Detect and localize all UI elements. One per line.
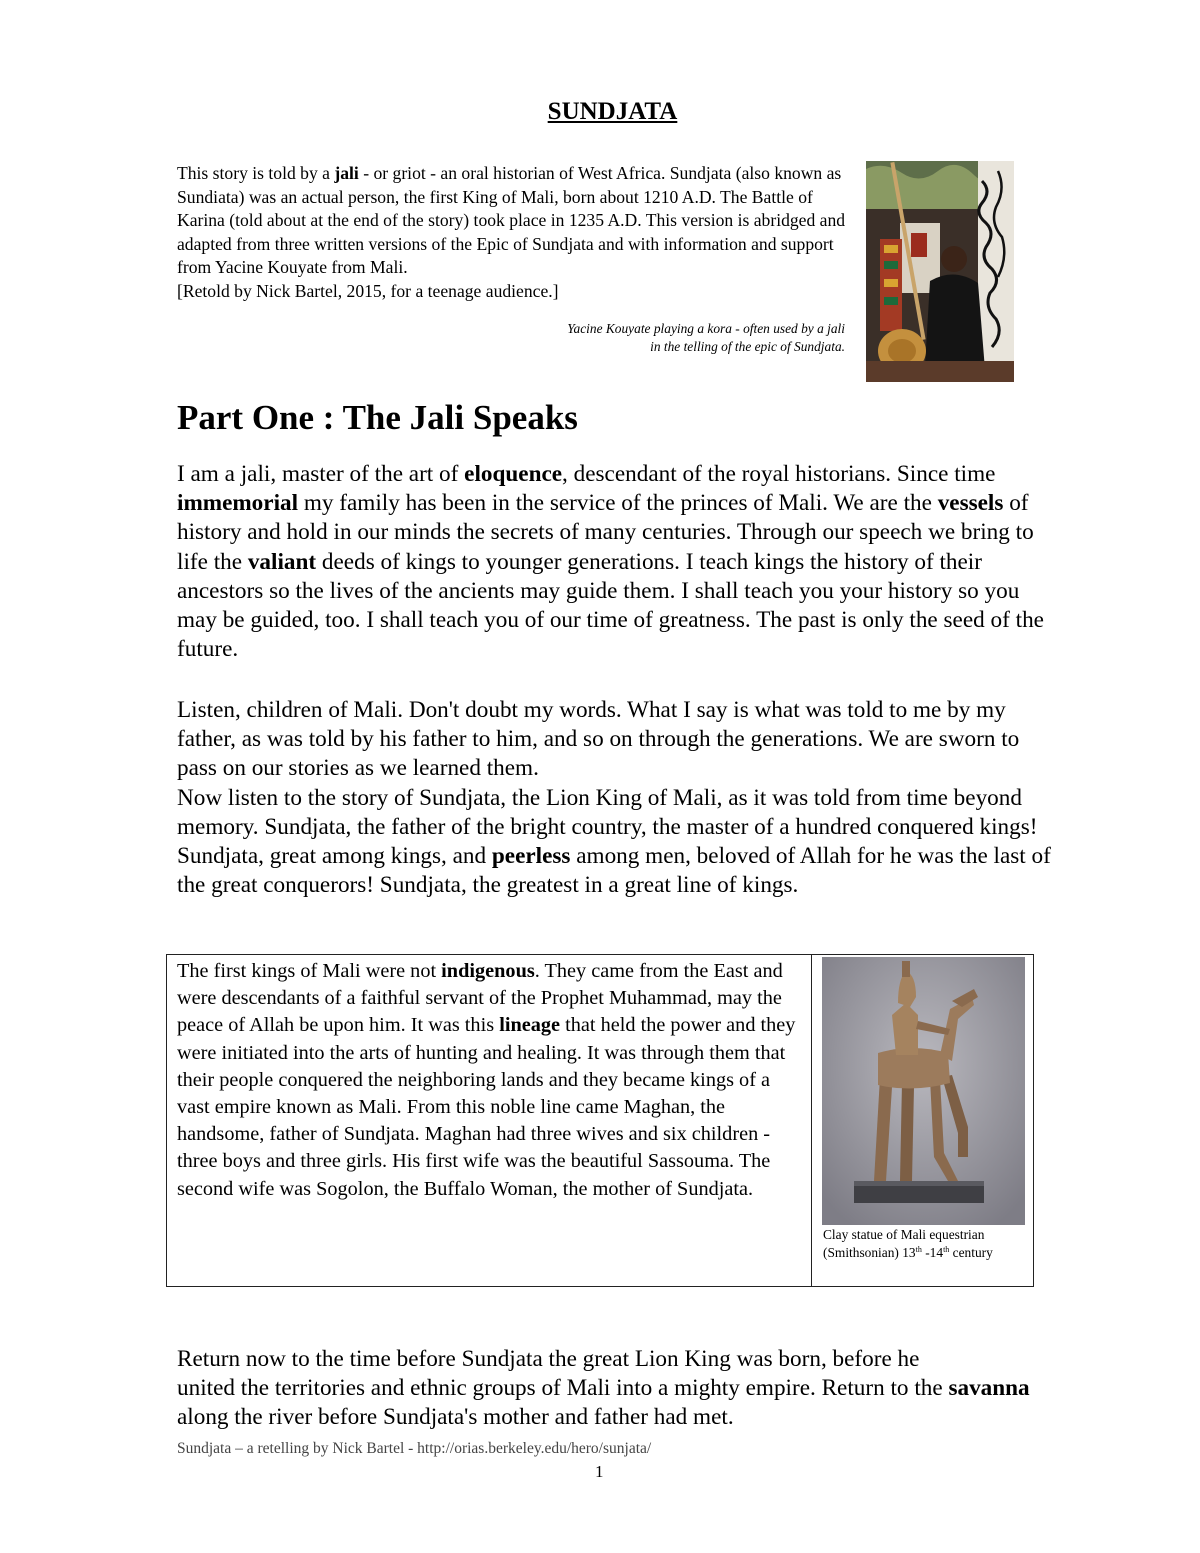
return-paragraph: Return now to the time before Sundjata the great Lion King was born, before he united the territories and ethnic groups of Mali into a mighty empire. Return to the savanna along the river before Sundjata's mother and father had met.: [177, 1346, 1030, 1431]
listen-paragraph: Listen, children of Mali. Don't doubt my words. What I say is what was told to me by my father, as was told by his father to him, and so on through the generations. We are sworn to pass on our stories as we learned them. Now listen to the story of Sundjata, the Lion King of Mali, as it was told from time beyond memory. Sundjata, the father of the bright country, the master of a hundred conquered kings! Sundjata, great among kings, and peerless among men, beloved of Allah for he was the last of the great conquerors! Sundjata, the greatest in a great line of kings.: [177, 697, 1051, 899]
photo-caption: Yacine Kouyate playing a kora - often used by a jali in the telling of the epic of Sundjata.: [567, 321, 845, 354]
first-kings-box: [166, 954, 1034, 1287]
term-indigenous: indigenous: [441, 960, 535, 982]
page-number: 1: [595, 1462, 604, 1481]
term-jali: jali: [334, 163, 359, 183]
intro-paragraph: This story is told by a jali - or griot - an oral historian of West Africa. Sundjata (also known as Sundiata) was an actual person, the first King of Mali, born about 1210 A.D. The Battle of Karina (told about at the end of the story) took place in 1235 A.D. This version is abridged and adapted from three written versions of the Epic of Sundjata and with information and support from Yacine Kouyate from Mali. [Retold by Nick Bartel, 2015, for a teenage audience.]: [177, 163, 846, 301]
equestrian-statue-photo: [822, 957, 1025, 1225]
jali-speaks-paragraph: I am a jali, master of the art of eloquence, descendant of the royal historians. Since time immemorial my family has been in the service of the princes of Mali. We are the vessels of history and hold in our minds the secrets of many centuries. Through our speech we bring to life the valiant deeds of kings to younger generations. I teach kings the history of their ancestors so the lives of the ancients may guide them. I shall teach you your history so you may be guided, too. I shall teach you of our time of greatness. The past is only the seed of the future.: [177, 461, 1044, 663]
term-eloquence: eloquence: [464, 461, 563, 487]
first-kings-text: The first kings of Mali were not indigenous. They came from the East and were descendants of a faithful servant of the Prophet Muhammad, may the peace of Allah be upon him. It was this lineage that held the power and they were initiated into the arts of hunting and healing. It was through them that their people conquered the neighboring lands and they became kings of a vast empire known as Mali. From this noble line came Maghan, the handsome, father of Sundjata. Maghan had three wives and six children - three boys and three girls. His first wife was the beautiful Sassouma. The second wife was Sogolon, the Buffalo Woman, the mother of Sundjata.: [177, 960, 796, 1200]
box-divider: [811, 955, 812, 1286]
document-title: SUNDJATA: [547, 98, 678, 125]
term-vessels: vessels: [937, 490, 1004, 517]
statue-caption: Clay statue of Mali equestrian (Smithsonian) 13th -14th century: [823, 1227, 993, 1260]
kora-player-illustration: [866, 161, 1014, 382]
term-immemorial: immemorial: [177, 490, 299, 517]
page-footer: Sundjata – a retelling by Nick Bartel - http://orias.berkeley.edu/hero/sunjata/: [177, 1440, 652, 1457]
term-valiant: valiant: [247, 548, 317, 575]
kora-player-photo: [866, 161, 1014, 382]
term-lineage: lineage: [499, 1014, 561, 1037]
equestrian-statue-illustration: [822, 957, 1025, 1225]
term-savanna: savanna: [948, 1375, 1030, 1402]
term-peerless: peerless: [491, 843, 571, 870]
part-one-heading: Part One : The Jali Speaks: [177, 398, 578, 437]
